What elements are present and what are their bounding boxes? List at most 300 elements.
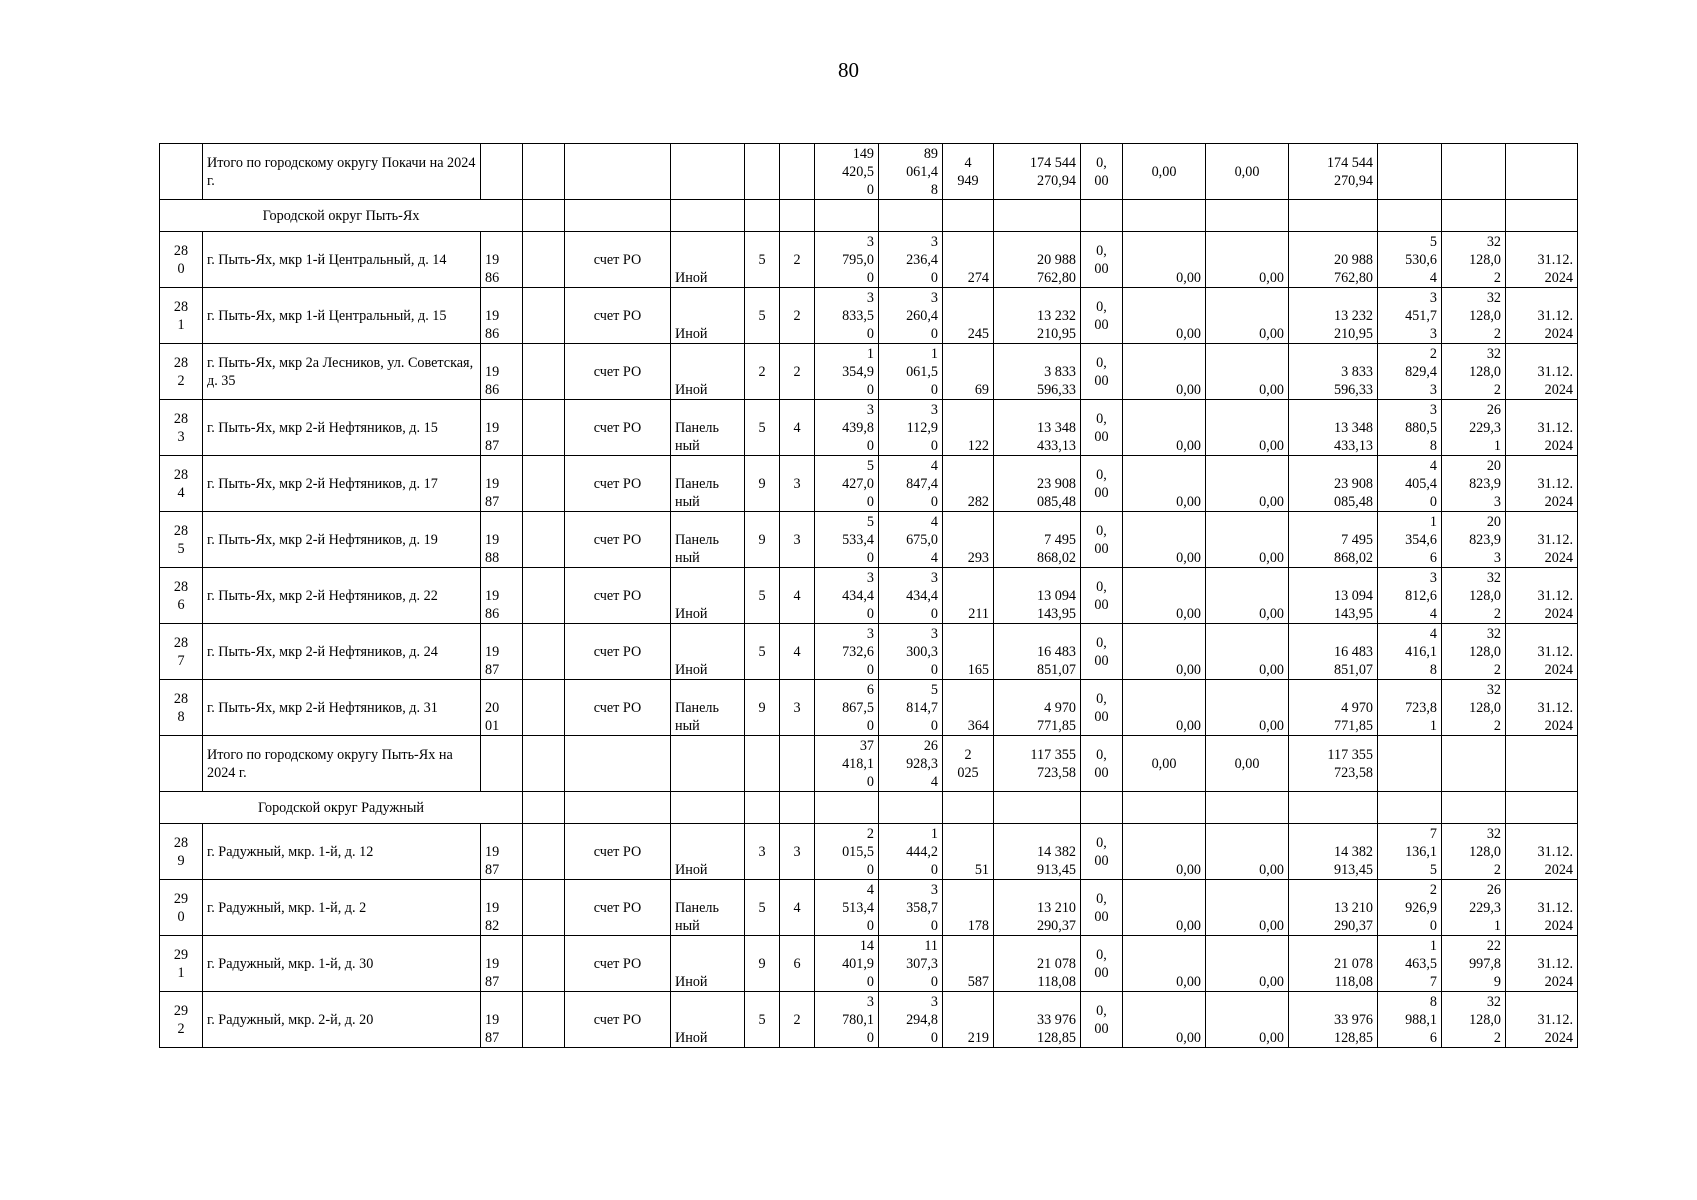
account-cell: счет РО <box>565 400 671 456</box>
empty-cell <box>523 568 565 624</box>
cost-total-cell: 174 544 270,94 <box>994 144 1081 200</box>
year-cell <box>481 144 523 200</box>
row-number-cell <box>160 736 203 792</box>
residents-cell: 282 <box>943 456 994 512</box>
owners-funds-cell: 3 833 596,33 <box>1289 344 1378 400</box>
entrances-cell: 4 <box>780 624 815 680</box>
owners-funds-cell: 4 970 771,85 <box>1289 680 1378 736</box>
empty-cell <box>523 680 565 736</box>
empty-cell <box>523 992 565 1048</box>
budget-cell: 0,00 <box>1123 144 1206 200</box>
row-number-cell: 29 2 <box>160 992 203 1048</box>
cost-total-cell: 7 495 868,02 <box>994 512 1081 568</box>
account-cell: счет РО <box>565 232 671 288</box>
empty-cell <box>523 400 565 456</box>
table-row <box>160 400 1578 456</box>
section-title: Городской округ Пыть-Ях <box>160 200 523 232</box>
residents-cell: 245 <box>943 288 994 344</box>
entrances-cell <box>780 736 815 792</box>
year-cell: 19 86 <box>481 568 523 624</box>
empty-cell <box>1378 792 1442 824</box>
budget-cell: 0,00 <box>1123 824 1206 880</box>
unit-cost-cell: 1 354,6 6 <box>1378 512 1442 568</box>
local-budget-cell: 0,00 <box>1206 144 1289 200</box>
owners-funds-cell: 16 483 851,07 <box>1289 624 1378 680</box>
table-row <box>160 456 1578 512</box>
wall-material-cell: Иной <box>671 288 745 344</box>
cost-total-cell: 13 210 290,37 <box>994 880 1081 936</box>
wall-material-cell: Панель ный <box>671 400 745 456</box>
cost-total-cell: 20 988 762,80 <box>994 232 1081 288</box>
table-row <box>160 624 1578 680</box>
account-cell: счет РО <box>565 512 671 568</box>
max-unit-cost-cell: 26 229,3 1 <box>1442 400 1506 456</box>
cost-total-cell: 13 094 143,95 <box>994 568 1081 624</box>
year-cell: 19 86 <box>481 288 523 344</box>
total-title: Итого по городскому округу Пыть-Ях на 2024 г. <box>203 736 481 792</box>
owners-funds-cell: 20 988 762,80 <box>1289 232 1378 288</box>
total-area-cell: 5 427,0 0 <box>815 456 879 512</box>
empty-cell <box>780 200 815 232</box>
living-area-cell: 3 434,4 0 <box>879 568 943 624</box>
residents-cell: 178 <box>943 880 994 936</box>
max-unit-cost-cell: 32 128,0 2 <box>1442 288 1506 344</box>
account-cell: счет РО <box>565 456 671 512</box>
budget-cell: 0,00 <box>1123 456 1206 512</box>
cost-total-cell: 3 833 596,33 <box>994 344 1081 400</box>
table-row <box>160 512 1578 568</box>
row-number-cell: 28 0 <box>160 232 203 288</box>
budget-cell: 0,00 <box>1123 992 1206 1048</box>
unit-cost-cell: 4 405,4 0 <box>1378 456 1442 512</box>
wall-material-cell: Панель ный <box>671 880 745 936</box>
max-unit-cost-cell <box>1442 736 1506 792</box>
cost-total-cell: 117 355 723,58 <box>994 736 1081 792</box>
unit-cost-cell <box>1378 736 1442 792</box>
wall-material-cell: Иной <box>671 624 745 680</box>
local-budget-cell: 0,00 <box>1206 568 1289 624</box>
empty-cell <box>1289 200 1378 232</box>
living-area-cell: 3 300,3 0 <box>879 624 943 680</box>
living-area-cell: 4 847,4 0 <box>879 456 943 512</box>
capital-repair-registry-table <box>159 143 1578 1048</box>
total-area-cell: 1 354,9 0 <box>815 344 879 400</box>
owners-funds-cell: 174 544 270,94 <box>1289 144 1378 200</box>
entrances-cell: 3 <box>780 456 815 512</box>
table-row <box>160 680 1578 736</box>
completion-date-cell: 31.12. 2024 <box>1506 936 1578 992</box>
table-row <box>160 288 1578 344</box>
local-budget-cell: 0,00 <box>1206 288 1289 344</box>
entrances-cell: 6 <box>780 936 815 992</box>
cost-total-cell: 4 970 771,85 <box>994 680 1081 736</box>
wall-material-cell <box>671 144 745 200</box>
max-unit-cost-cell: 32 128,0 2 <box>1442 232 1506 288</box>
empty-cell <box>523 288 565 344</box>
wall-material-cell: Иной <box>671 568 745 624</box>
floors-cell: 9 <box>745 936 780 992</box>
row-number-cell: 28 4 <box>160 456 203 512</box>
empty-cell <box>879 792 943 824</box>
floors-cell: 9 <box>745 512 780 568</box>
row-number-cell: 28 8 <box>160 680 203 736</box>
local-budget-cell: 0,00 <box>1206 880 1289 936</box>
year-cell: 19 82 <box>481 880 523 936</box>
unit-cost-cell: 3 451,7 3 <box>1378 288 1442 344</box>
empty-cell <box>815 200 879 232</box>
local-budget-cell: 0,00 <box>1206 824 1289 880</box>
wall-material-cell <box>671 736 745 792</box>
empty-cell <box>1081 200 1123 232</box>
empty-cell <box>943 792 994 824</box>
empty-cell <box>1123 792 1206 824</box>
cost-total-cell: 13 232 210,95 <box>994 288 1081 344</box>
total-area-cell: 37 418,1 0 <box>815 736 879 792</box>
empty-cell <box>1123 200 1206 232</box>
year-cell: 19 86 <box>481 232 523 288</box>
total-area-cell: 3 833,5 0 <box>815 288 879 344</box>
empty-cell <box>671 200 745 232</box>
empty-cell <box>523 792 565 824</box>
residents-cell: 293 <box>943 512 994 568</box>
empty-cell <box>994 792 1081 824</box>
max-unit-cost-cell: 32 128,0 2 <box>1442 992 1506 1048</box>
fund-cell: 0, 00 <box>1081 232 1123 288</box>
empty-cell <box>879 200 943 232</box>
budget-cell: 0,00 <box>1123 568 1206 624</box>
owners-funds-cell: 117 355 723,58 <box>1289 736 1378 792</box>
entrances-cell: 3 <box>780 512 815 568</box>
account-cell: счет РО <box>565 288 671 344</box>
entrances-cell: 2 <box>780 232 815 288</box>
wall-material-cell: Иной <box>671 992 745 1048</box>
account-cell: счет РО <box>565 880 671 936</box>
budget-cell: 0,00 <box>1123 680 1206 736</box>
fund-cell: 0, 00 <box>1081 400 1123 456</box>
completion-date-cell: 31.12. 2024 <box>1506 824 1578 880</box>
owners-funds-cell: 13 210 290,37 <box>1289 880 1378 936</box>
max-unit-cost-cell: 32 128,0 2 <box>1442 824 1506 880</box>
unit-cost-cell: 2 829,4 3 <box>1378 344 1442 400</box>
residents-cell: 69 <box>943 344 994 400</box>
account-cell <box>565 144 671 200</box>
total-row <box>160 736 1578 792</box>
account-cell: счет РО <box>565 824 671 880</box>
empty-cell <box>1081 792 1123 824</box>
budget-cell: 0,00 <box>1123 344 1206 400</box>
table-row <box>160 232 1578 288</box>
section-title: Городской округ Радужный <box>160 792 523 824</box>
section-header-row <box>160 200 1578 232</box>
fund-cell: 0, 00 <box>1081 344 1123 400</box>
wall-material-cell: Иной <box>671 936 745 992</box>
residents-cell: 2 025 <box>943 736 994 792</box>
floors-cell: 5 <box>745 880 780 936</box>
year-cell: 19 86 <box>481 344 523 400</box>
cost-total-cell: 33 976 128,85 <box>994 992 1081 1048</box>
address-cell: г. Радужный, мкр. 1-й, д. 2 <box>203 880 481 936</box>
max-unit-cost-cell: 32 128,0 2 <box>1442 680 1506 736</box>
row-number-cell: 28 6 <box>160 568 203 624</box>
address-cell: г. Пыть-Ях, мкр 2-й Нефтяников, д. 24 <box>203 624 481 680</box>
max-unit-cost-cell <box>1442 144 1506 200</box>
empty-cell <box>1506 200 1578 232</box>
year-cell: 19 87 <box>481 456 523 512</box>
total-row <box>160 144 1578 200</box>
living-area-cell: 1 444,2 0 <box>879 824 943 880</box>
empty-cell <box>1206 792 1289 824</box>
address-cell: г. Пыть-Ях, мкр 2-й Нефтяников, д. 19 <box>203 512 481 568</box>
completion-date-cell: 31.12. 2024 <box>1506 624 1578 680</box>
residents-cell: 274 <box>943 232 994 288</box>
total-area-cell: 3 732,6 0 <box>815 624 879 680</box>
total-title: Итого по городскому округу Покачи на 2024 г. <box>203 144 481 200</box>
local-budget-cell: 0,00 <box>1206 736 1289 792</box>
floors-cell: 5 <box>745 624 780 680</box>
fund-cell: 0, 00 <box>1081 736 1123 792</box>
year-cell: 19 87 <box>481 992 523 1048</box>
address-cell: г. Пыть-Ях, мкр 2а Лесников, ул. Советская, д. 35 <box>203 344 481 400</box>
local-budget-cell: 0,00 <box>1206 992 1289 1048</box>
total-area-cell: 6 867,5 0 <box>815 680 879 736</box>
empty-cell <box>745 792 780 824</box>
budget-cell: 0,00 <box>1123 400 1206 456</box>
address-cell: г. Радужный, мкр. 1-й, д. 12 <box>203 824 481 880</box>
residents-cell: 219 <box>943 992 994 1048</box>
unit-cost-cell: 5 530,6 4 <box>1378 232 1442 288</box>
living-area-cell: 26 928,3 4 <box>879 736 943 792</box>
total-area-cell: 14 401,9 0 <box>815 936 879 992</box>
year-cell: 19 87 <box>481 400 523 456</box>
total-area-cell: 3 780,1 0 <box>815 992 879 1048</box>
empty-cell <box>1442 792 1506 824</box>
fund-cell: 0, 00 <box>1081 288 1123 344</box>
entrances-cell: 4 <box>780 568 815 624</box>
floors-cell: 9 <box>745 456 780 512</box>
empty-cell <box>780 792 815 824</box>
unit-cost-cell: 2 926,9 0 <box>1378 880 1442 936</box>
total-area-cell: 3 439,8 0 <box>815 400 879 456</box>
unit-cost-cell: 7 136,1 5 <box>1378 824 1442 880</box>
completion-date-cell: 31.12. 2024 <box>1506 344 1578 400</box>
table-row <box>160 992 1578 1048</box>
owners-funds-cell: 13 232 210,95 <box>1289 288 1378 344</box>
empty-cell <box>1289 792 1378 824</box>
unit-cost-cell: 8 988,1 6 <box>1378 992 1442 1048</box>
residents-cell: 364 <box>943 680 994 736</box>
completion-date-cell: 31.12. 2024 <box>1506 400 1578 456</box>
residents-cell: 211 <box>943 568 994 624</box>
budget-cell: 0,00 <box>1123 624 1206 680</box>
empty-cell <box>565 792 671 824</box>
row-number-cell: 29 1 <box>160 936 203 992</box>
empty-cell <box>523 200 565 232</box>
max-unit-cost-cell: 20 823,9 3 <box>1442 456 1506 512</box>
fund-cell: 0, 00 <box>1081 936 1123 992</box>
entrances-cell: 4 <box>780 400 815 456</box>
owners-funds-cell: 13 094 143,95 <box>1289 568 1378 624</box>
wall-material-cell: Панель ный <box>671 456 745 512</box>
entrances-cell: 4 <box>780 880 815 936</box>
empty-cell <box>523 232 565 288</box>
floors-cell <box>745 144 780 200</box>
empty-cell <box>523 144 565 200</box>
completion-date-cell <box>1506 736 1578 792</box>
floors-cell: 9 <box>745 680 780 736</box>
table-row <box>160 344 1578 400</box>
section-header-row <box>160 792 1578 824</box>
living-area-cell: 89 061,4 8 <box>879 144 943 200</box>
living-area-cell: 4 675,0 4 <box>879 512 943 568</box>
local-budget-cell: 0,00 <box>1206 344 1289 400</box>
total-area-cell: 4 513,4 0 <box>815 880 879 936</box>
empty-cell <box>523 736 565 792</box>
fund-cell: 0, 00 <box>1081 144 1123 200</box>
max-unit-cost-cell: 26 229,3 1 <box>1442 880 1506 936</box>
address-cell: г. Радужный, мкр. 2-й, д. 20 <box>203 992 481 1048</box>
local-budget-cell: 0,00 <box>1206 680 1289 736</box>
year-cell: 19 87 <box>481 624 523 680</box>
living-area-cell: 5 814,7 0 <box>879 680 943 736</box>
address-cell: г. Пыть-Ях, мкр 2-й Нефтяников, д. 31 <box>203 680 481 736</box>
local-budget-cell: 0,00 <box>1206 936 1289 992</box>
total-area-cell: 3 795,0 0 <box>815 232 879 288</box>
wall-material-cell: Иной <box>671 344 745 400</box>
fund-cell: 0, 00 <box>1081 624 1123 680</box>
entrances-cell <box>780 144 815 200</box>
account-cell: счет РО <box>565 936 671 992</box>
living-area-cell: 3 260,4 0 <box>879 288 943 344</box>
registry-body <box>160 144 1578 1048</box>
budget-cell: 0,00 <box>1123 288 1206 344</box>
empty-cell <box>523 824 565 880</box>
unit-cost-cell: 3 812,6 4 <box>1378 568 1442 624</box>
max-unit-cost-cell: 22 997,8 9 <box>1442 936 1506 992</box>
empty-cell <box>1378 200 1442 232</box>
living-area-cell: 11 307,3 0 <box>879 936 943 992</box>
row-number-cell: 29 0 <box>160 880 203 936</box>
floors-cell <box>745 736 780 792</box>
cost-total-cell: 16 483 851,07 <box>994 624 1081 680</box>
entrances-cell: 3 <box>780 824 815 880</box>
year-cell: 19 87 <box>481 936 523 992</box>
account-cell: счет РО <box>565 680 671 736</box>
row-number-cell <box>160 144 203 200</box>
entrances-cell: 2 <box>780 992 815 1048</box>
living-area-cell: 3 358,7 0 <box>879 880 943 936</box>
page-number: 80 <box>838 58 859 82</box>
local-budget-cell: 0,00 <box>1206 232 1289 288</box>
total-area-cell: 2 015,5 0 <box>815 824 879 880</box>
floors-cell: 3 <box>745 824 780 880</box>
cost-total-cell: 13 348 433,13 <box>994 400 1081 456</box>
wall-material-cell: Панель ный <box>671 512 745 568</box>
total-area-cell: 3 434,4 0 <box>815 568 879 624</box>
owners-funds-cell: 21 078 118,08 <box>1289 936 1378 992</box>
row-number-cell: 28 5 <box>160 512 203 568</box>
owners-funds-cell: 33 976 128,85 <box>1289 992 1378 1048</box>
empty-cell <box>523 344 565 400</box>
unit-cost-cell: 4 416,1 8 <box>1378 624 1442 680</box>
table-row <box>160 568 1578 624</box>
empty-cell <box>523 936 565 992</box>
fund-cell: 0, 00 <box>1081 568 1123 624</box>
owners-funds-cell: 13 348 433,13 <box>1289 400 1378 456</box>
address-cell: г. Пыть-Ях, мкр 1-й Центральный, д. 14 <box>203 232 481 288</box>
fund-cell: 0, 00 <box>1081 824 1123 880</box>
empty-cell <box>745 200 780 232</box>
living-area-cell: 3 112,9 0 <box>879 400 943 456</box>
row-number-cell: 28 9 <box>160 824 203 880</box>
floors-cell: 5 <box>745 568 780 624</box>
account-cell: счет РО <box>565 624 671 680</box>
completion-date-cell <box>1506 144 1578 200</box>
empty-cell <box>523 512 565 568</box>
max-unit-cost-cell: 32 128,0 2 <box>1442 344 1506 400</box>
unit-cost-cell: 1 463,5 7 <box>1378 936 1442 992</box>
fund-cell: 0, 00 <box>1081 680 1123 736</box>
table-row <box>160 936 1578 992</box>
budget-cell: 0,00 <box>1123 232 1206 288</box>
fund-cell: 0, 00 <box>1081 992 1123 1048</box>
empty-cell <box>523 456 565 512</box>
account-cell: счет РО <box>565 568 671 624</box>
empty-cell <box>565 200 671 232</box>
floors-cell: 5 <box>745 232 780 288</box>
unit-cost-cell: 723,8 1 <box>1378 680 1442 736</box>
table-row <box>160 880 1578 936</box>
year-cell: 19 87 <box>481 824 523 880</box>
local-budget-cell: 0,00 <box>1206 456 1289 512</box>
row-number-cell: 28 2 <box>160 344 203 400</box>
cost-total-cell: 14 382 913,45 <box>994 824 1081 880</box>
residents-cell: 587 <box>943 936 994 992</box>
account-cell <box>565 736 671 792</box>
owners-funds-cell: 7 495 868,02 <box>1289 512 1378 568</box>
cost-total-cell: 21 078 118,08 <box>994 936 1081 992</box>
floors-cell: 2 <box>745 344 780 400</box>
completion-date-cell: 31.12. 2024 <box>1506 680 1578 736</box>
residents-cell: 4 949 <box>943 144 994 200</box>
living-area-cell: 3 236,4 0 <box>879 232 943 288</box>
residents-cell: 165 <box>943 624 994 680</box>
empty-cell <box>1206 200 1289 232</box>
completion-date-cell: 31.12. 2024 <box>1506 512 1578 568</box>
address-cell: г. Пыть-Ях, мкр 2-й Нефтяников, д. 17 <box>203 456 481 512</box>
budget-cell: 0,00 <box>1123 936 1206 992</box>
row-number-cell: 28 1 <box>160 288 203 344</box>
entrances-cell: 2 <box>780 288 815 344</box>
year-cell: 19 88 <box>481 512 523 568</box>
total-area-cell: 5 533,4 0 <box>815 512 879 568</box>
living-area-cell: 1 061,5 0 <box>879 344 943 400</box>
address-cell: г. Пыть-Ях, мкр 1-й Центральный, д. 15 <box>203 288 481 344</box>
local-budget-cell: 0,00 <box>1206 512 1289 568</box>
empty-cell <box>994 200 1081 232</box>
completion-date-cell: 31.12. 2024 <box>1506 456 1578 512</box>
budget-cell: 0,00 <box>1123 736 1206 792</box>
floors-cell: 5 <box>745 992 780 1048</box>
fund-cell: 0, 00 <box>1081 880 1123 936</box>
year-cell <box>481 736 523 792</box>
empty-cell <box>815 792 879 824</box>
budget-cell: 0,00 <box>1123 512 1206 568</box>
completion-date-cell: 31.12. 2024 <box>1506 992 1578 1048</box>
total-area-cell: 149 420,5 0 <box>815 144 879 200</box>
empty-cell <box>523 624 565 680</box>
table-row <box>160 824 1578 880</box>
budget-cell: 0,00 <box>1123 880 1206 936</box>
